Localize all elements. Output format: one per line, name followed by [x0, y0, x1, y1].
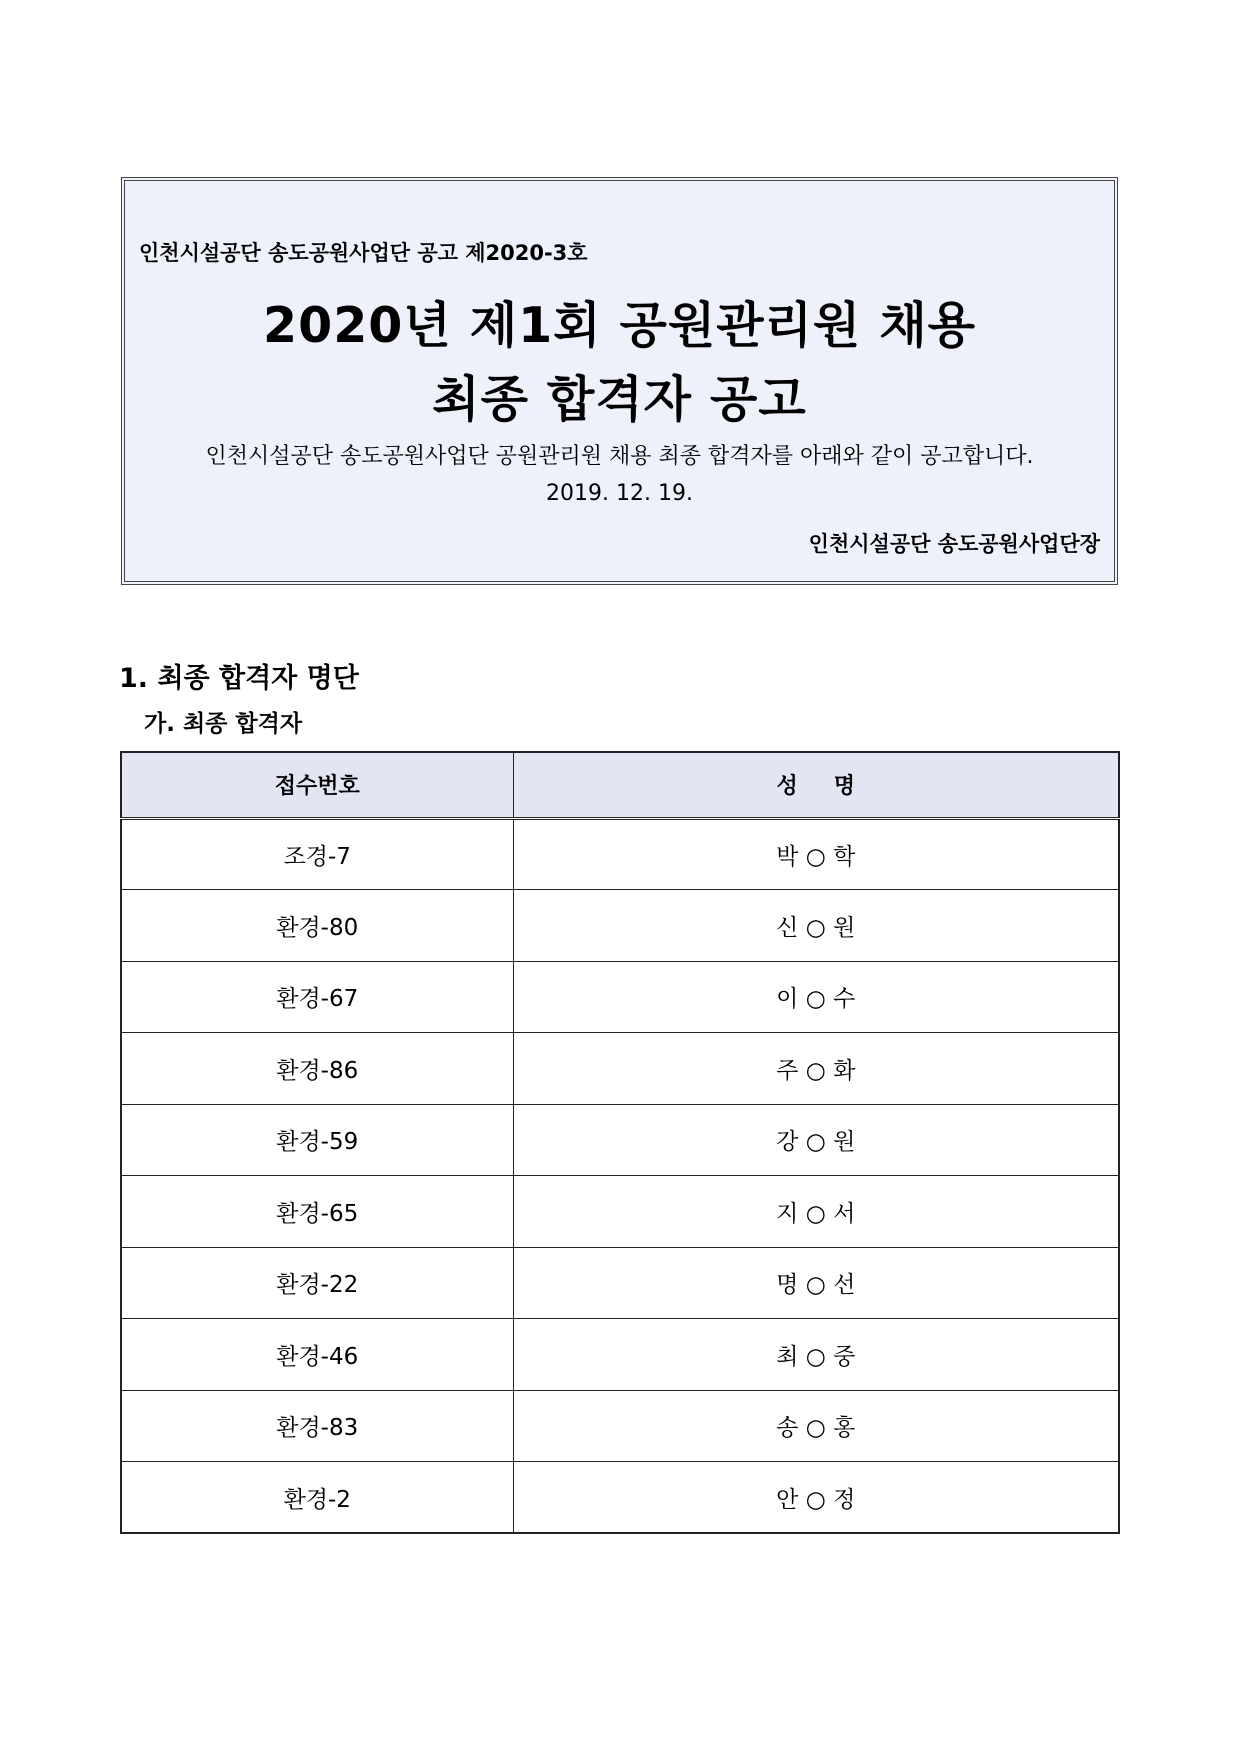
table-row [121, 1104, 1119, 1176]
name-cell: 최 ○ 중 [513, 1319, 1119, 1391]
header-name: 성명 [513, 752, 1119, 818]
notice-box [121, 177, 1118, 585]
notice-title-line-2: 최종 합격자 공고 [432, 371, 807, 428]
notice-title-line-1: 2020년 제1회 공원관리원 채용 [263, 297, 976, 354]
name-cell: 이 ○ 수 [513, 961, 1119, 1033]
notice-body: 인천시설공단 송도공원사업단 공원관리원 채용 최종 합격자를 아래와 같이 공고합니다. [205, 444, 1034, 469]
name-cell: 신 ○ 원 [513, 890, 1119, 962]
table-row [121, 890, 1119, 962]
name-cell: 송 ○ 홍 [513, 1390, 1119, 1462]
name-cell: 안 ○ 정 [513, 1462, 1119, 1534]
receipt-number-cell: 환경-65 [121, 1176, 513, 1248]
notice-number: 인천시설공단 송도공원사업단 공고 제2020-3호 [139, 241, 588, 265]
name-cell: 지 ○ 서 [513, 1176, 1119, 1248]
table-row [121, 1462, 1119, 1534]
finalist-table [120, 751, 1120, 1534]
section-heading: 1. 최종 합격자 명단 [119, 663, 359, 694]
table-row [121, 1390, 1119, 1462]
receipt-number-cell: 조경-7 [121, 818, 513, 890]
receipt-number-cell: 환경-67 [121, 961, 513, 1033]
name-cell: 박 ○ 학 [513, 818, 1119, 890]
table-row [121, 1033, 1119, 1105]
receipt-number-cell: 환경-22 [121, 1247, 513, 1319]
sub-heading: 가. 최종 합격자 [144, 711, 303, 737]
table-row [121, 1319, 1119, 1391]
name-cell: 주 ○ 화 [513, 1033, 1119, 1105]
receipt-number-cell: 환경-86 [121, 1033, 513, 1105]
receipt-number-cell: 환경-80 [121, 890, 513, 962]
receipt-number-cell: 환경-59 [121, 1104, 513, 1176]
table-row [121, 1176, 1119, 1248]
receipt-number-cell: 환경-2 [121, 1462, 513, 1534]
table-header-row [121, 752, 1119, 818]
receipt-number-cell: 환경-46 [121, 1319, 513, 1391]
notice-date: 2019. 12. 19. [546, 481, 693, 506]
table-row [121, 1247, 1119, 1319]
notice-issuer: 인천시설공단 송도공원사업단장 [808, 532, 1100, 556]
table-row [121, 818, 1119, 890]
name-cell: 명 ○ 선 [513, 1247, 1119, 1319]
name-cell: 강 ○ 원 [513, 1104, 1119, 1176]
receipt-number-cell: 환경-83 [121, 1390, 513, 1462]
table-row [121, 961, 1119, 1033]
header-receipt-number: 접수번호 [121, 752, 513, 818]
